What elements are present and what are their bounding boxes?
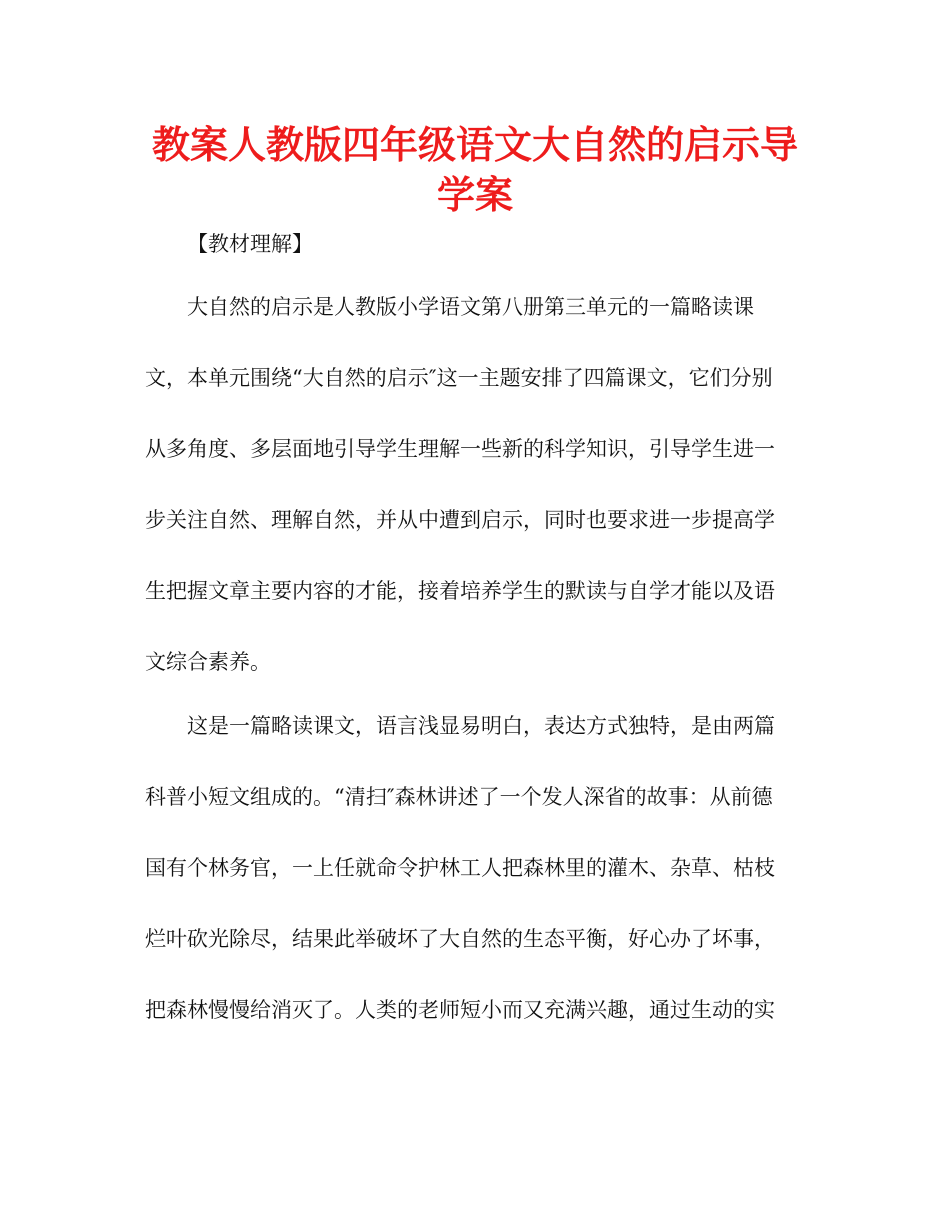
- paragraph-line: 把森林慢慢给消灭了。人类的老师短小而又充满兴趣，通过生动的实: [145, 998, 775, 1022]
- paragraph-line: 烂叶砍光除尽，结果此举破坏了大自然的生态平衡，好心办了坏事，: [145, 927, 775, 951]
- paragraph-line: 国有个林务官，一上任就命令护林工人把森林里的灌木、杂草、枯枝: [145, 856, 775, 880]
- paragraph-line: 文，本单元围绕“大自然的启示″这一主题安排了四篇课文，它们分别: [145, 366, 773, 390]
- paragraph-line: 步关注自然、理解自然，并从中遭到启示，同时也要求进一步提高学: [145, 508, 775, 532]
- paragraph-line: 大自然的启示是人教版小学语文第八册第三单元的一篇略读课: [187, 295, 754, 319]
- document-title: 教案人教版四年级语文大自然的启示导学案: [151, 123, 798, 217]
- paragraph-line: 从多角度、多层面地引导学生理解一些新的科学知识，引导学生进一: [145, 437, 775, 461]
- paragraph-line: 生把握文章主要内容的才能，接着培养学生的默读与自学才能以及语: [145, 579, 775, 603]
- paragraph-line: 科普小短文组成的。“清扫″森林讲述了一个发人深省的故事：从前德: [145, 785, 773, 809]
- section-heading: 【教材理解】: [187, 232, 313, 256]
- paragraph-line: 这是一篇略读课文，语言浅显易明白，表达方式独特，是由两篇: [187, 714, 775, 738]
- paragraph-line: 文综合素养。: [145, 650, 271, 674]
